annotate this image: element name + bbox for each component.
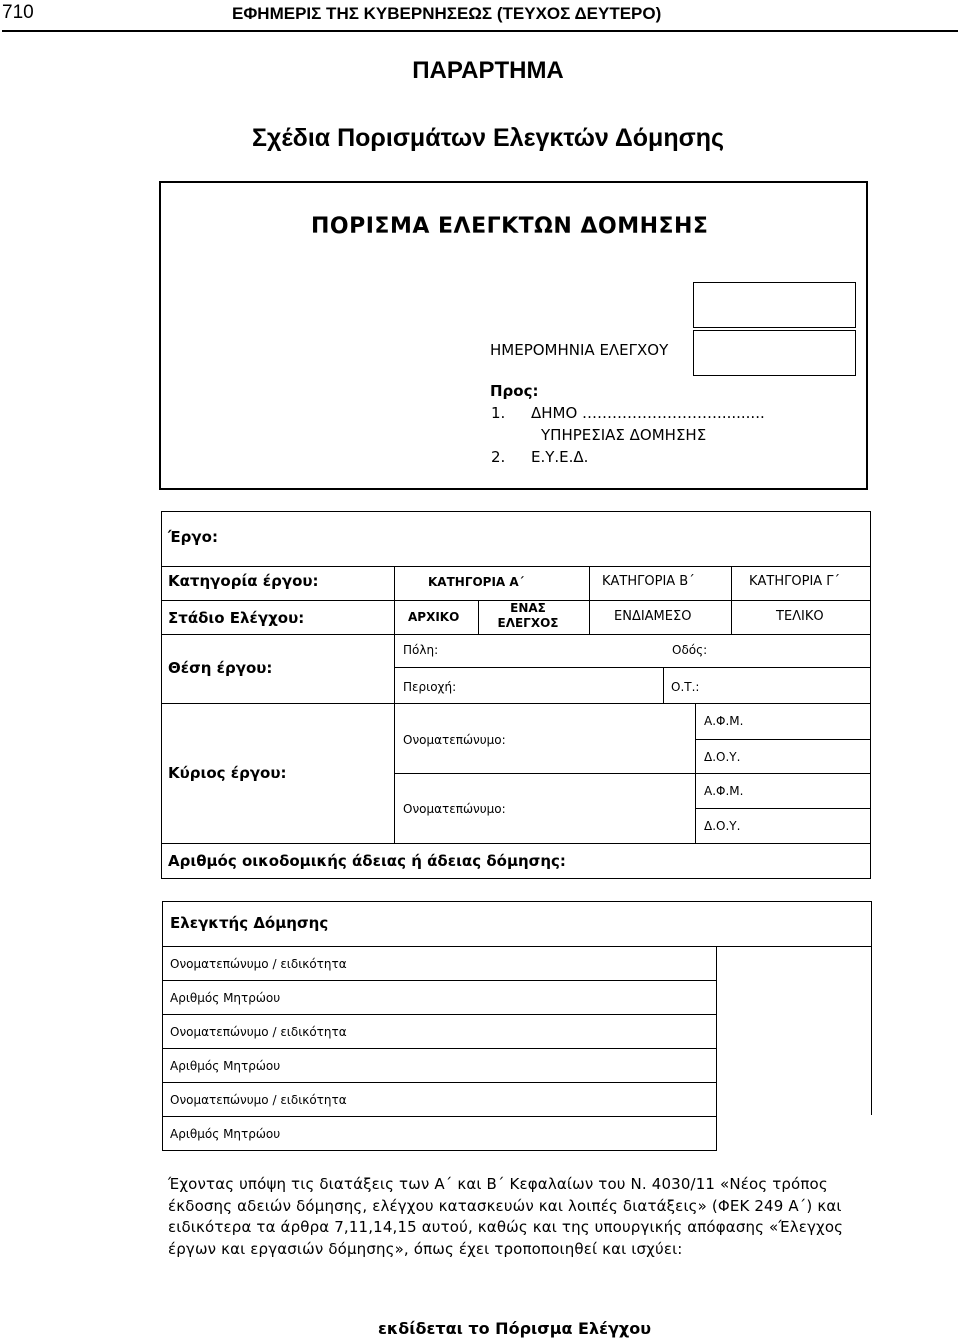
inspector-2-registry-label: Αριθμός Μητρώου bbox=[170, 1059, 281, 1073]
legal-paragraph bbox=[168, 1174, 888, 1260]
page-number: 710 bbox=[2, 2, 34, 23]
inspector-row-rule bbox=[162, 980, 716, 981]
recipient-1-number: 1. bbox=[491, 404, 506, 422]
owner-2-id-rule bbox=[695, 808, 871, 809]
category-a-option[interactable]: ΚΑΤΗΓΟΡΙΑ Α΄ bbox=[428, 575, 524, 589]
category-b-option[interactable]: ΚΑΤΗΓΟΡΙΑ Β΄ bbox=[602, 574, 695, 589]
owner-1-name-label: Ονοματεπώνυμο: bbox=[403, 733, 506, 747]
recipient-1-subtext: ΥΠΗΡΕΣΙΑΣ ΔΟΜΗΣΗΣ bbox=[541, 426, 707, 444]
recipients-label: Προς: bbox=[490, 382, 539, 400]
street-label: Οδός: bbox=[672, 643, 708, 657]
inspectors-right-rule bbox=[871, 901, 872, 1115]
owner-1-id-rule bbox=[695, 739, 871, 740]
location-label: Θέση έργου: bbox=[168, 659, 273, 677]
stage-divider bbox=[589, 600, 590, 634]
legal-line: Έχοντας υπόψη τις διατάξεις των Α΄ και Β΄ Κεφαλαίων του Ν. 4030/11 «Νέος τρόπος bbox=[168, 1175, 828, 1193]
owner-mid-rule bbox=[394, 773, 871, 774]
legal-line: έργων και εργασιών δόμησης», όπως έχει τροποποιηθεί και ισχύει: bbox=[168, 1239, 683, 1258]
owner-id-divider bbox=[695, 703, 696, 843]
inspectors-bottom-rule bbox=[162, 1150, 716, 1151]
inspectors-top-rule bbox=[162, 901, 872, 902]
area-label: Περιοχή: bbox=[403, 680, 457, 694]
block-divider bbox=[663, 667, 664, 703]
inspectors-title: Ελεγκτής Δόμησης bbox=[170, 914, 329, 932]
inspectors-left-rule bbox=[162, 901, 163, 1151]
inspector-3-registry-label: Αριθμός Μητρώου bbox=[170, 1127, 281, 1141]
stage-label: Στάδιο Ελέγχου: bbox=[168, 609, 305, 627]
inspectors-value-divider bbox=[716, 946, 717, 1151]
category-c-option[interactable]: ΚΑΤΗΓΟΡΙΑ Γ΄ bbox=[749, 574, 841, 589]
inspection-date-field[interactable] bbox=[693, 330, 856, 376]
category-row-top bbox=[161, 566, 871, 567]
gazette-title: ΕΦΗΜΕΡΙΣ ΤΗΣ ΚΥΒΕΡΝΗΣΕΩΣ (ΤΕΥΧΟΣ ΔΕΥΤΕΡΟ) bbox=[232, 4, 662, 23]
project-top-rule bbox=[161, 511, 871, 512]
report-title: ΠΟΡΙΣΜΑ ΕΛΕΓΚΤΩΝ ΔΟΜΗΣΗΣ bbox=[311, 214, 709, 239]
annex-title: ΠΑΡΑΡΤΗΜΑ bbox=[412, 57, 564, 84]
header-rule bbox=[2, 30, 958, 32]
owner-1-afm-label: Α.Φ.Μ. bbox=[704, 714, 744, 728]
legal-line: έκδοσης αδειών δόμησης, ελέγχου κατασκευών και λοιπές διατάξεις» (ΦΕΚ 249 Α΄) και bbox=[168, 1196, 842, 1215]
stage-final-option[interactable]: ΤΕΛΙΚΟ bbox=[776, 609, 824, 624]
owner-2-name-label: Ονοματεπώνυμο: bbox=[403, 802, 506, 816]
inspector-2-name-label: Ονοματεπώνυμο / ειδικότητα bbox=[170, 1025, 347, 1039]
owner-row-top bbox=[161, 703, 871, 704]
inspector-1-registry-label: Αριθμός Μητρώου bbox=[170, 991, 281, 1005]
inspector-row-rule bbox=[162, 1116, 716, 1117]
location-divider bbox=[394, 634, 395, 703]
stage-single-option[interactable]: ΕΝΑΣ ΕΛΕΓΧΟΣ bbox=[497, 601, 559, 630]
stage-initial-option[interactable]: ΑΡΧΙΚΟ bbox=[408, 610, 460, 624]
location-mid-rule bbox=[394, 667, 871, 668]
owner-2-doy-label: Δ.Ο.Υ. bbox=[704, 819, 741, 833]
recipient-2-number: 2. bbox=[491, 448, 506, 466]
stage-divider bbox=[478, 600, 479, 634]
annex-subtitle: Σχέδια Πορισμάτων Ελεγκτών Δόμησης bbox=[252, 124, 724, 152]
inspector-row-rule bbox=[162, 946, 872, 947]
city-label: Πόλη: bbox=[403, 643, 439, 657]
legal-line: ειδικότερα τα άρθρα 7,11,14,15 αυτού, καθώς και της υπουργικής απόφασης «Έλεγχος bbox=[168, 1218, 844, 1236]
inspector-1-name-label: Ονοματεπώνυμο / ειδικότητα bbox=[170, 957, 347, 971]
permit-row-top bbox=[161, 843, 871, 844]
inspector-3-name-label: Ονοματεπώνυμο / ειδικότητα bbox=[170, 1093, 347, 1107]
stage-intermediate-option[interactable]: ΕΝΔΙΑΜΕΣΟ bbox=[614, 609, 692, 624]
block-label: Ο.Τ.: bbox=[671, 680, 700, 694]
project-label: Έργο: bbox=[168, 528, 218, 546]
owner-label: Κύριος έργου: bbox=[168, 764, 287, 782]
recipient-2-text: Ε.Υ.Ε.Δ. bbox=[531, 448, 589, 466]
inspector-row-rule bbox=[162, 1082, 716, 1083]
category-label: Κατηγορία έργου: bbox=[168, 572, 319, 590]
inspection-date-label: ΗΜΕΡΟΜΗΝΙΑ ΕΛΕΓΧΟΥ bbox=[490, 341, 669, 359]
protocol-number-field[interactable] bbox=[693, 282, 856, 328]
inspector-row-rule bbox=[162, 1014, 716, 1015]
recipient-1-text: ΔΗΜΟ ……………………….......... bbox=[531, 404, 765, 422]
permit-label: Αριθμός οικοδομικής άδειας ή άδειας δόμησης: bbox=[168, 852, 566, 870]
category-divider bbox=[589, 566, 590, 600]
owner-1-doy-label: Δ.Ο.Υ. bbox=[704, 750, 741, 764]
closing-statement: εκδίδεται το Πόρισμα Ελέγχου bbox=[378, 1319, 652, 1338]
inspector-row-rule bbox=[162, 1048, 716, 1049]
location-row-top bbox=[161, 634, 871, 635]
project-bottom-rule bbox=[161, 878, 871, 879]
owner-2-afm-label: Α.Φ.Μ. bbox=[704, 784, 744, 798]
